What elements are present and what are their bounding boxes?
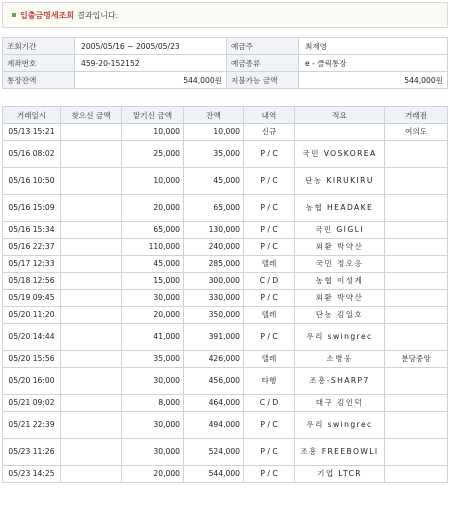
- account-number-value: 459-20-152152: [75, 55, 227, 72]
- cell-deposit: 110,000: [122, 239, 184, 256]
- cell-type: P / C: [244, 466, 295, 483]
- cell-type: P / C: [244, 324, 295, 351]
- cell-memo: 조흥 FREEBOWLI: [295, 439, 385, 466]
- cell-type: 텔레: [244, 351, 295, 368]
- cell-withdraw: [61, 412, 122, 439]
- table-row: [3, 439, 448, 466]
- cell-balance: 35,000: [184, 141, 244, 168]
- cell-branch: [385, 222, 448, 239]
- cell-type: P / C: [244, 141, 295, 168]
- cell-withdraw: [61, 124, 122, 141]
- cell-balance: 45,000: [184, 168, 244, 195]
- cell-branch: [385, 256, 448, 273]
- cell-memo: 대구 김인덕: [295, 395, 385, 412]
- period-value: 2005/05/16 ~ 2005/05/23: [75, 38, 227, 55]
- cell-type: 텔레: [244, 256, 295, 273]
- account-type-label: 예금종류: [227, 55, 299, 72]
- cell-type: P / C: [244, 412, 295, 439]
- col-header-memo: 적요: [295, 107, 385, 124]
- cell-memo: 외환 박약산: [295, 239, 385, 256]
- cell-type: P / C: [244, 239, 295, 256]
- cell-deposit: 10,000: [122, 168, 184, 195]
- col-header-branch: 거래점: [385, 107, 448, 124]
- period-label: 조회기간: [3, 38, 75, 55]
- cell-datetime: 05/20 14:44: [3, 324, 61, 351]
- cell-withdraw: [61, 324, 122, 351]
- table-row: [3, 395, 448, 412]
- cell-branch: 분당중앙: [385, 351, 448, 368]
- table-row: [3, 307, 448, 324]
- withdrawable-value: 544,000원: [299, 72, 448, 89]
- cell-deposit: 15,000: [122, 273, 184, 290]
- cell-branch: [385, 412, 448, 439]
- cell-withdraw: [61, 256, 122, 273]
- cell-memo: 단농 김일호: [295, 307, 385, 324]
- cell-withdraw: [61, 273, 122, 290]
- bullet-icon: [12, 13, 16, 17]
- table-row: [3, 222, 448, 239]
- cell-deposit: 30,000: [122, 412, 184, 439]
- cell-deposit: 8,000: [122, 395, 184, 412]
- cell-deposit: 20,000: [122, 307, 184, 324]
- cell-branch: [385, 239, 448, 256]
- cell-datetime: 05/20 11:20: [3, 307, 61, 324]
- cell-deposit: 41,000: [122, 324, 184, 351]
- cell-memo: 우리 swingrec: [295, 412, 385, 439]
- cell-datetime: 05/20 16:00: [3, 368, 61, 395]
- cell-memo: 국민 GIGLI: [295, 222, 385, 239]
- transaction-table: [2, 106, 448, 483]
- table-row: [3, 168, 448, 195]
- cell-deposit: 20,000: [122, 195, 184, 222]
- cell-deposit: 65,000: [122, 222, 184, 239]
- cell-withdraw: [61, 141, 122, 168]
- cell-deposit: 30,000: [122, 368, 184, 395]
- account-number-label: 계좌번호: [3, 55, 75, 72]
- cell-withdraw: [61, 351, 122, 368]
- cell-branch: [385, 307, 448, 324]
- cell-type: P / C: [244, 222, 295, 239]
- cell-branch: [385, 368, 448, 395]
- cell-withdraw: [61, 395, 122, 412]
- table-row: [3, 290, 448, 307]
- result-title-bar: [2, 2, 448, 28]
- cell-branch: [385, 290, 448, 307]
- cell-datetime: 05/16 08:02: [3, 141, 61, 168]
- cell-memo: [295, 124, 385, 141]
- cell-memo: 농협 이성계: [295, 273, 385, 290]
- col-header-datetime: 거래일시: [3, 107, 61, 124]
- cell-balance: 285,000: [184, 256, 244, 273]
- col-header-withdraw: 찾으신 금액: [61, 107, 122, 124]
- cell-datetime: 05/16 15:34: [3, 222, 61, 239]
- cell-branch: 여의도: [385, 124, 448, 141]
- cell-balance: 300,000: [184, 273, 244, 290]
- table-row: [3, 368, 448, 395]
- table-row: [3, 466, 448, 483]
- withdrawable-label: 지불가능 금액: [227, 72, 299, 89]
- table-row: [3, 195, 448, 222]
- cell-type: 타행: [244, 368, 295, 395]
- cell-datetime: 05/13 15:21: [3, 124, 61, 141]
- col-header-balance: 잔액: [184, 107, 244, 124]
- cell-balance: 10,000: [184, 124, 244, 141]
- cell-type: P / C: [244, 439, 295, 466]
- cell-balance: 130,000: [184, 222, 244, 239]
- col-header-deposit: 맡기신 금액: [122, 107, 184, 124]
- cell-datetime: 05/21 22:39: [3, 412, 61, 439]
- cell-branch: [385, 439, 448, 466]
- table-row: [3, 239, 448, 256]
- cell-datetime: 05/16 15:09: [3, 195, 61, 222]
- cell-balance: 391,000: [184, 324, 244, 351]
- cell-deposit: 45,000: [122, 256, 184, 273]
- col-header-type: 내역: [244, 107, 295, 124]
- cell-withdraw: [61, 439, 122, 466]
- cell-withdraw: [61, 239, 122, 256]
- cell-balance: 330,000: [184, 290, 244, 307]
- cell-branch: [385, 273, 448, 290]
- cell-memo: 조흥-SHARP7: [295, 368, 385, 395]
- cell-deposit: 35,000: [122, 351, 184, 368]
- cell-balance: 240,000: [184, 239, 244, 256]
- table-row: [3, 412, 448, 439]
- cell-datetime: 05/21 09:02: [3, 395, 61, 412]
- cell-withdraw: [61, 307, 122, 324]
- cell-type: C / D: [244, 395, 295, 412]
- cell-memo: 소병웅: [295, 351, 385, 368]
- cell-balance: 426,000: [184, 351, 244, 368]
- page-title-suffix: 결과입니다.: [77, 10, 119, 20]
- cell-branch: [385, 195, 448, 222]
- cell-balance: 350,000: [184, 307, 244, 324]
- cell-branch: [385, 466, 448, 483]
- cell-type: P / C: [244, 290, 295, 307]
- cell-datetime: 05/16 10:50: [3, 168, 61, 195]
- cell-withdraw: [61, 222, 122, 239]
- cell-memo: 단농 KIRUKIRU: [295, 168, 385, 195]
- cell-balance: 464,000: [184, 395, 244, 412]
- owner-label: 예금주: [227, 38, 299, 55]
- cell-balance: 65,000: [184, 195, 244, 222]
- cell-memo: 기업 LTCR: [295, 466, 385, 483]
- cell-balance: 456,000: [184, 368, 244, 395]
- cell-deposit: 25,000: [122, 141, 184, 168]
- cell-deposit: 20,000: [122, 466, 184, 483]
- cell-deposit: 30,000: [122, 290, 184, 307]
- cell-branch: [385, 141, 448, 168]
- account-summary-table: [2, 37, 448, 89]
- cell-datetime: 05/20 15:56: [3, 351, 61, 368]
- cell-withdraw: [61, 168, 122, 195]
- cell-type: P / C: [244, 168, 295, 195]
- cell-balance: 494,000: [184, 412, 244, 439]
- cell-datetime: 05/23 11:26: [3, 439, 61, 466]
- cell-branch: [385, 168, 448, 195]
- owner-value: 최재영: [299, 38, 448, 55]
- page-title: 입출금명세조회: [20, 10, 75, 20]
- cell-branch: [385, 395, 448, 412]
- cell-withdraw: [61, 195, 122, 222]
- table-row: [3, 273, 448, 290]
- table-row: [3, 256, 448, 273]
- table-row: [3, 351, 448, 368]
- cell-type: P / C: [244, 195, 295, 222]
- cell-memo: 우리 swingrec: [295, 324, 385, 351]
- cell-memo: 국민 정오응: [295, 256, 385, 273]
- cell-datetime: 05/16 22:37: [3, 239, 61, 256]
- cell-memo: 외환 박약산: [295, 290, 385, 307]
- table-row: [3, 324, 448, 351]
- cell-balance: 544,000: [184, 466, 244, 483]
- cell-type: C / D: [244, 273, 295, 290]
- cell-datetime: 05/23 14:25: [3, 466, 61, 483]
- balance-label: 통장잔액: [3, 72, 75, 89]
- cell-memo: 농협 HEADAKE: [295, 195, 385, 222]
- cell-deposit: 30,000: [122, 439, 184, 466]
- cell-type: 텔레: [244, 307, 295, 324]
- cell-datetime: 05/19 09:45: [3, 290, 61, 307]
- cell-type: 신규: [244, 124, 295, 141]
- cell-datetime: 05/17 12:33: [3, 256, 61, 273]
- cell-balance: 524,000: [184, 439, 244, 466]
- table-row: [3, 141, 448, 168]
- cell-branch: [385, 324, 448, 351]
- balance-value: 544,000원: [75, 72, 227, 89]
- cell-withdraw: [61, 290, 122, 307]
- account-type-value: e - 클릭통장: [299, 55, 448, 72]
- cell-withdraw: [61, 466, 122, 483]
- cell-deposit: 10,000: [122, 124, 184, 141]
- table-row: [3, 124, 448, 141]
- cell-datetime: 05/18 12:56: [3, 273, 61, 290]
- transaction-rows: [3, 124, 448, 483]
- cell-withdraw: [61, 368, 122, 395]
- cell-memo: 국민 VOSKOREA: [295, 141, 385, 168]
